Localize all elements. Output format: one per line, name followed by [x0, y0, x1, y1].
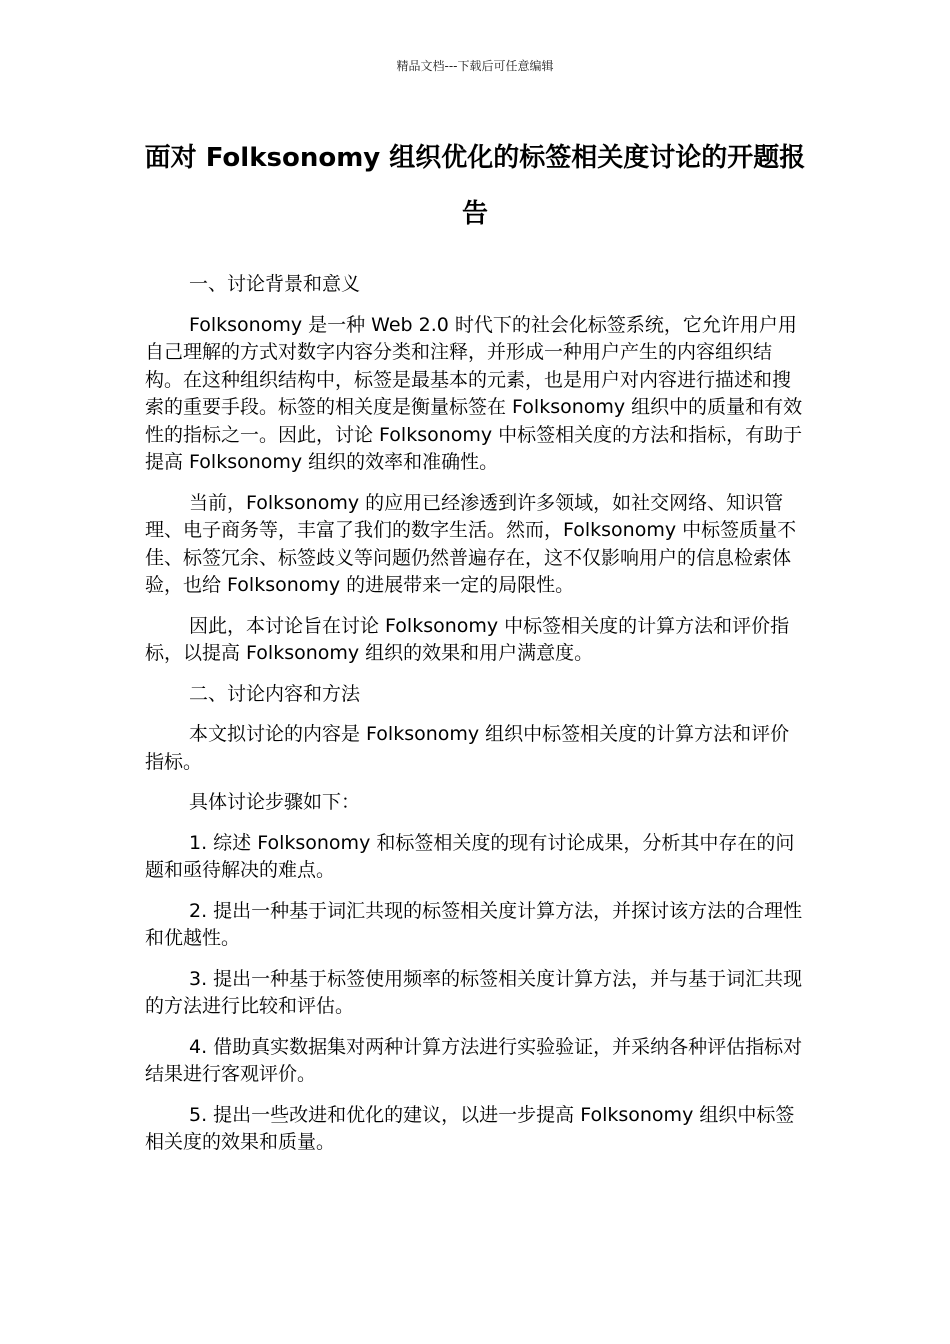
section-heading-content-methods: 二、讨论内容和方法: [189, 682, 361, 705]
list-item: 2. 提出一种基于词汇共现的标签相关度计算方法，并探讨该方法的合理性和优越性。: [145, 899, 803, 949]
list-item: 4. 借助真实数据集对两种计算方法进行实验验证，并采纳各种评估指标对结果进行客观评价。: [145, 1035, 803, 1085]
paragraph: 当前，Folksonomy 的应用已经渗透到许多领域，如社交网络、知识管理、电子商务等，丰富了我们的数字生活。然而，Folksonomy 中标签质量不佳、标签冗余、标签歧义等问题仍然普遍存在，这不仅影响用户的信息检索体验，也给 Folksonomy 的进展带来一定的局限性。: [145, 491, 797, 596]
paragraph: Folksonomy 是一种 Web 2.0 时代下的社会化标签系统，它允许用户用自己理解的方式对数字内容分类和注释，并形成一种用户产生的内容组织结构。在这种组织结构中，标签是最基本的元素，也是用户对内容进行描述和搜索的重要手段。标签的相关度是衡量标签在 Folksonomy 组织中的质量和有效性的指标之一。因此，讨论 Folksonomy 中标签相关度的方法和指标，有助于提高 Folksonomy 组织的效率和准确性。: [145, 313, 803, 473]
paragraph: 因此，本讨论旨在讨论 Folksonomy 中标签相关度的计算方法和评价指标，以提高 Folksonomy 组织的效果和用户满意度。: [145, 614, 790, 664]
header-note: 精品文档---下载后可任意编辑: [396, 59, 554, 73]
document-body: [145, 271, 807, 1170]
list-item: 1. 综述 Folksonomy 和标签相关度的现有讨论成果，分析其中存在的问题和亟待解决的难点。: [145, 831, 795, 881]
paragraph: 具体讨论步骤如下：: [189, 791, 361, 813]
section-heading-background: 一、讨论背景和意义: [189, 273, 361, 295]
list-item: 3. 提出一种基于标签使用频率的标签相关度计算方法，并与基于词汇共现的方法进行比较和评估。: [145, 967, 803, 1017]
list-item: 5. 提出一些改进和优化的建议，以进一步提高 Folksonomy 组织中标签相关度的效果和质量。: [145, 1103, 795, 1153]
paragraph: 本文拟讨论的内容是 Folksonomy 组织中标签相关度的计算方法和评价指标。: [145, 723, 790, 773]
page-title: 面对 Folksonomy 组织优化的标签相关度讨论的开题报告: [144, 143, 806, 229]
